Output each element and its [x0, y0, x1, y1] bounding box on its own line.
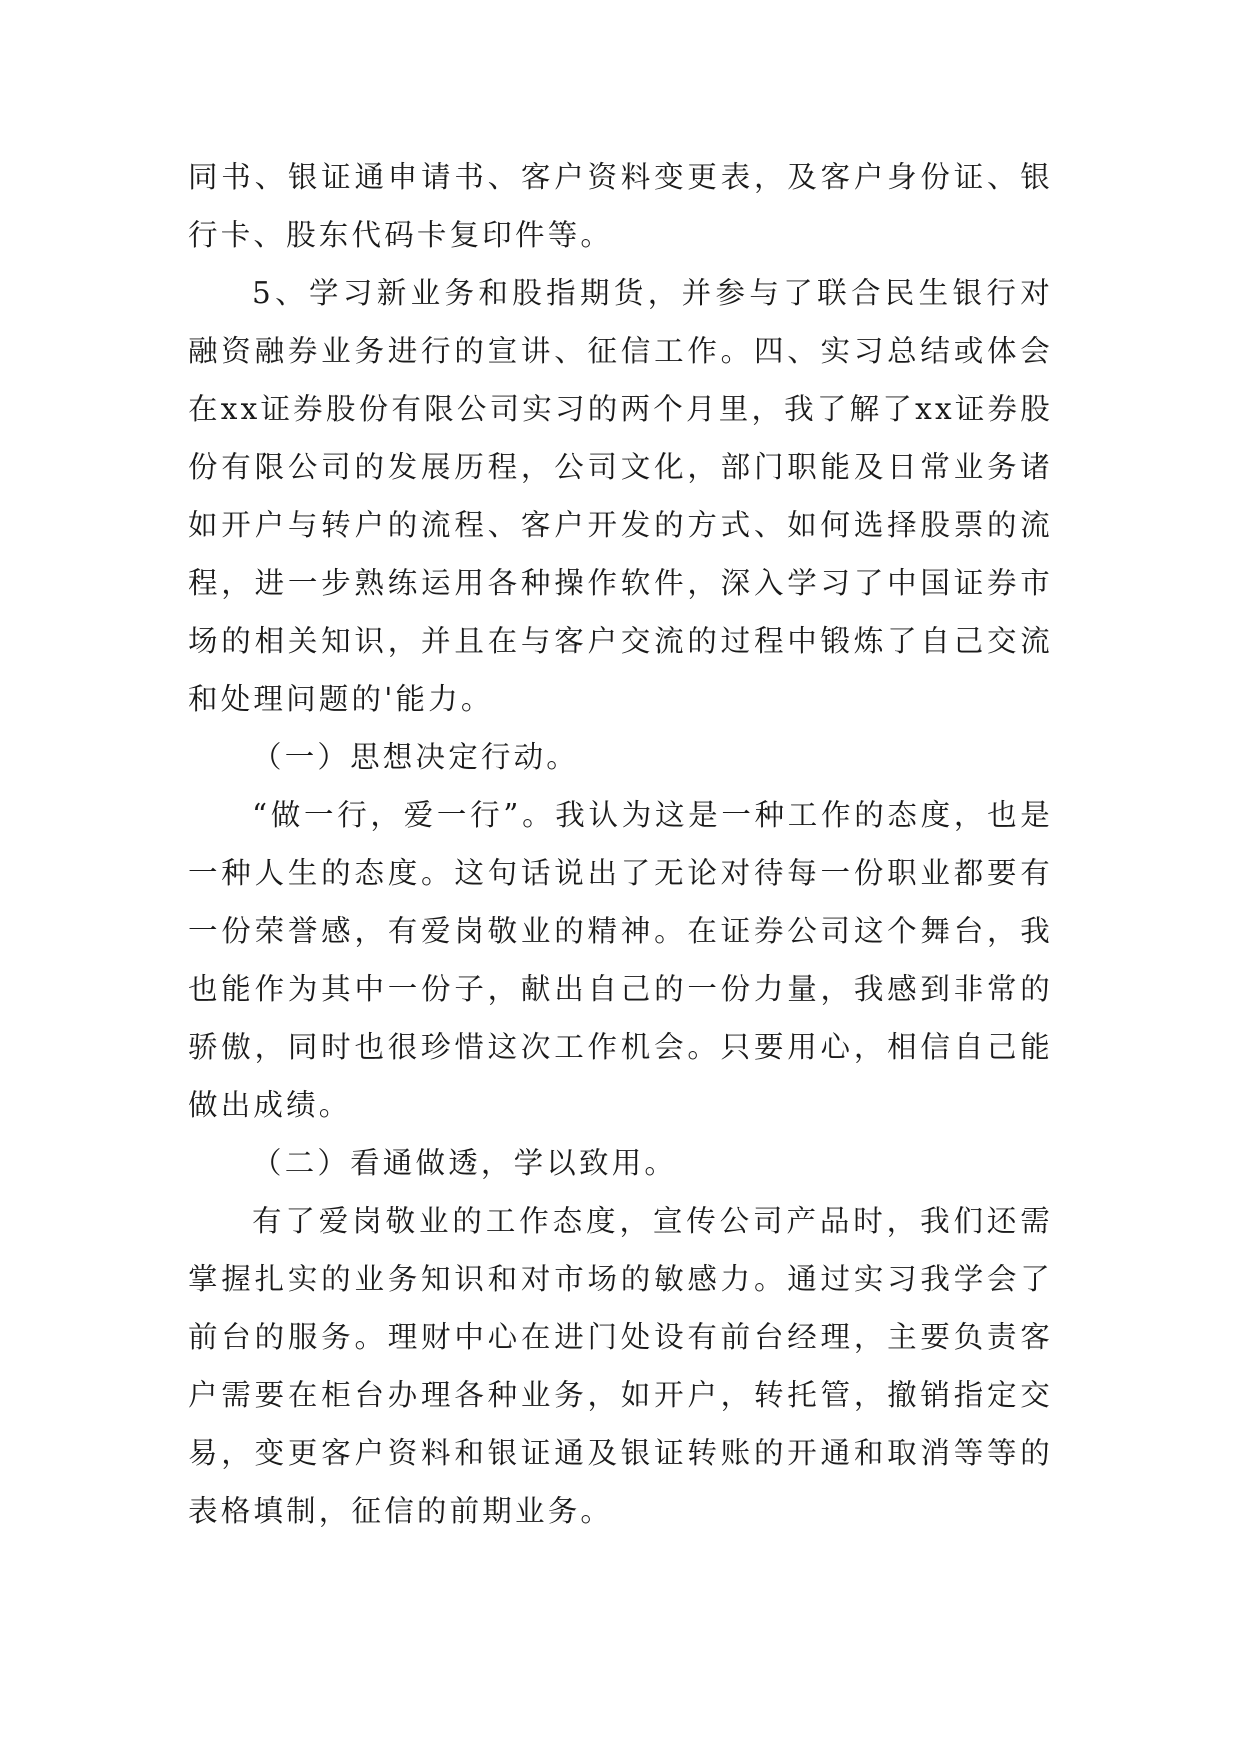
paragraph-continuation: 同书、银证通申请书、客户资料变更表，及客户身份证、银行卡、股东代码卡复印件等。 — [188, 160, 1053, 252]
document-body — [188, 148, 1053, 1540]
section-heading-1: （一）思想决定行动。 — [252, 740, 580, 774]
paragraph-body-2: 有了爱岗敬业的工作态度，宣传公司产品时，我们还需掌握扎实的业务知识和对市场的敏感力。通过实习我学会了前台的服务。理财中心在进门处设有前台经理，主要负责客户需要在柜台办理各种业务，如开户，转托管，撤销指定交易，变更客户资料和银证通及银证转账的开通和取消等等的表格填制，征信的前期业务。 — [188, 1204, 1053, 1528]
section-heading-2: （二）看通做透，学以致用。 — [252, 1146, 678, 1180]
paragraph-item-5: 5、学习新业务和股指期货，并参与了联合民生银行对融资融券业务进行的宣讲、征信工作。四、实习总结或体会在xx证券股份有限公司实习的两个月里，我了解了xx证券股份有限公司的发展历程，公司文化，部门职能及日常业务诸如开户与转户的流程、客户开发的方式、如何选择股票的流程，进一步熟练运用各种操作软件，深入学习了中国证券市场的相关知识，并且在与客户交流的过程中锻炼了自己交流和处理问题的'能力。 — [188, 276, 1053, 716]
paragraph-body-1: “做一行，爱一行”。我认为这是一种工作的态度，也是一种人生的态度。这句话说出了无论对待每一份职业都要有一份荣誉感，有爱岗敬业的精神。在证券公司这个舞台，我也能作为其中一份子，献出自己的一份力量，我感到非常的骄傲，同时也很珍惜这次工作机会。只要用心，相信自己能做出成绩。 — [188, 798, 1053, 1122]
